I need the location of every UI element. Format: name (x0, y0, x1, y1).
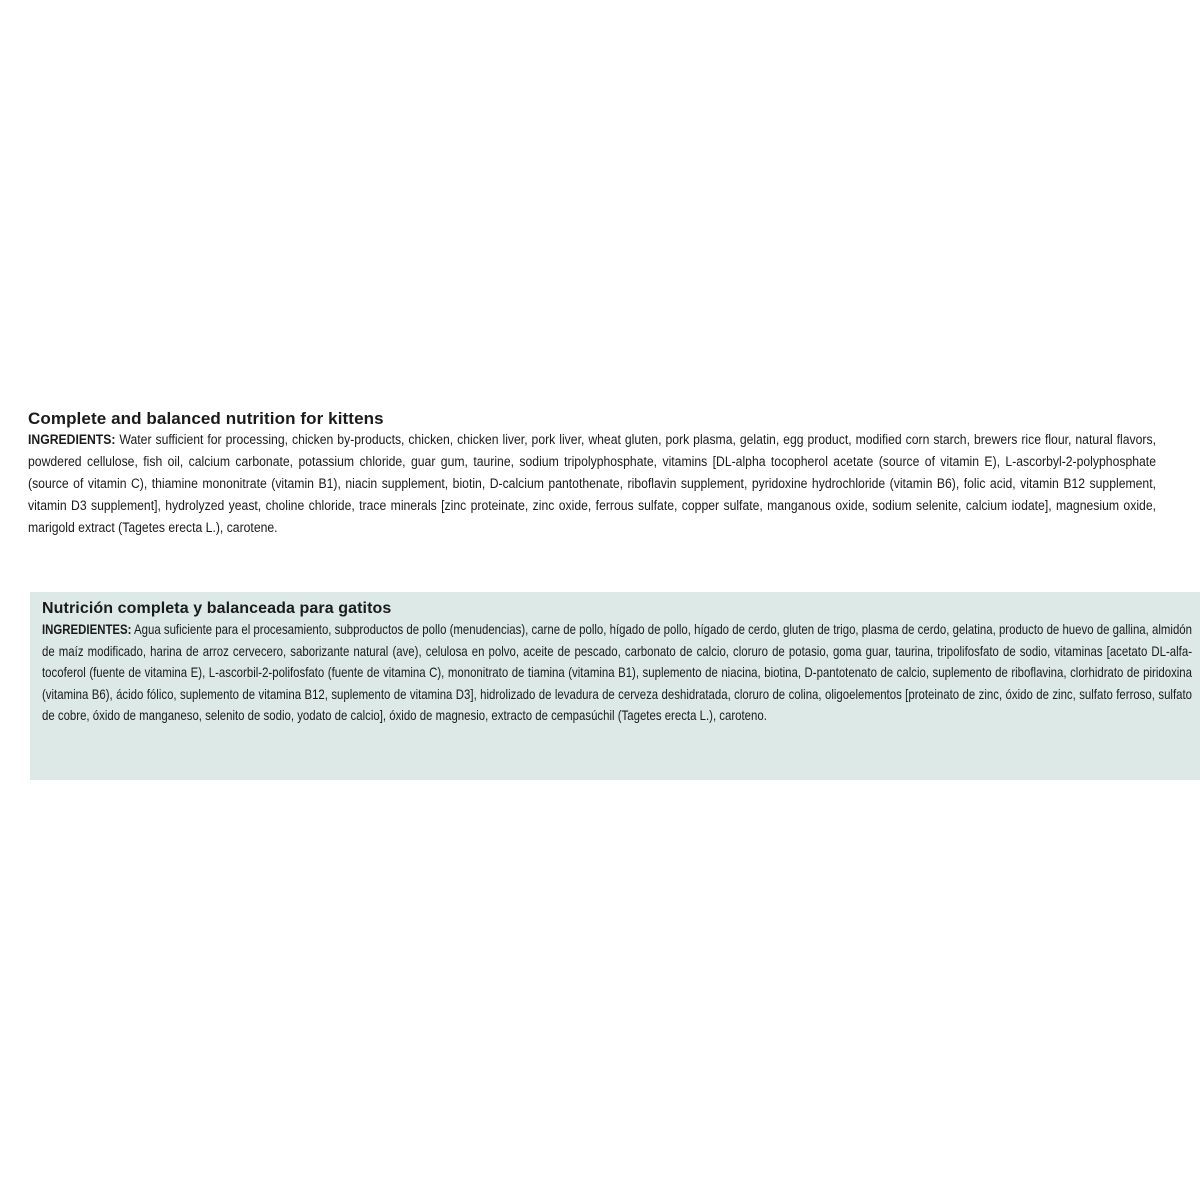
english-ingredients-paragraph (28, 429, 1156, 539)
spanish-ingredients-panel (30, 592, 1200, 780)
spanish-ingredients-label: INGREDIENTES: (42, 622, 132, 637)
spanish-ingredients-text: Agua suficiente para el procesamiento, subproductos de pollo (menudencias), carne de pollo, hígado de pollo, hígado de cerdo, gluten de trigo, plasma de cerdo, gelatina, producto de huevo de gallina, almidón de maíz modificado, harina de arroz cervecero, saborizante natural (ave), celulosa en polvo, aceite de pescado, carbonato de calcio, cloruro de potasio, goma guar, taurina, tripolifosfato de sodio, vitaminas [acetato DL-alfa-tocoferol (fuente de vitamina E), L-ascorbil-2-polifosfato (fuente de vitamina C), mononitrato de tiamina (vitamina B1), suplemento de niacina, biotina, D-pantotenato de calcio, suplemento de riboflavina, clorhidrato de piridoxina (vitamina B6), ácido fólico, suplemento de vitamina B12, suplemento de vitamina D3], hidrolizado de levadura de cerveza deshidratada, cloruro de colina, oligoelementos [proteinato de zinc, óxido de zinc, sulfato ferroso, sulfato de cobre, óxido de manganeso, selenito de sodio, yodato de calcio], óxido de magnesio, extracto de cempasúchil (Tagetes erecta L.), caroteno. (42, 622, 1193, 723)
spanish-title: Nutrición completa y balanceada para gatitos (42, 600, 392, 617)
english-title: Complete and balanced nutrition for kittens (28, 409, 384, 428)
english-ingredients-text: Water sufficient for processing, chicken by-products, chicken, chicken liver, pork liver, wheat gluten, pork plasma, gelatin, egg product, modified corn starch, brewers rice flour, natural flavors, powdered cellulose, fish oil, calcium carbonate, potassium chloride, guar gum, taurine, sodium tripolyphosphate, vitamins [DL-alpha tocopherol acetate (source of vitamin E), L-ascorbyl-2-polyphosphate (source of vitamin C), thiamine mononitrate (vitamin B1), niacin supplement, biotin, D-calcium pantothenate, riboflavin supplement, pyridoxine hydrochloride (vitamin B6), folic acid, vitamin B12 supplement, vitamin D3 supplement], hydrolyzed yeast, choline chloride, trace minerals [zinc proteinate, zinc oxide, ferrous sulfate, copper sulfate, manganous oxide, sodium selenite, calcium iodate], magnesium oxide, marigold extract (Tagetes erecta L.), carotene. (28, 432, 1156, 536)
english-ingredients-panel (28, 408, 1156, 539)
english-ingredients-label: INGREDIENTS: (28, 432, 116, 448)
spanish-ingredients-paragraph (42, 619, 1192, 727)
